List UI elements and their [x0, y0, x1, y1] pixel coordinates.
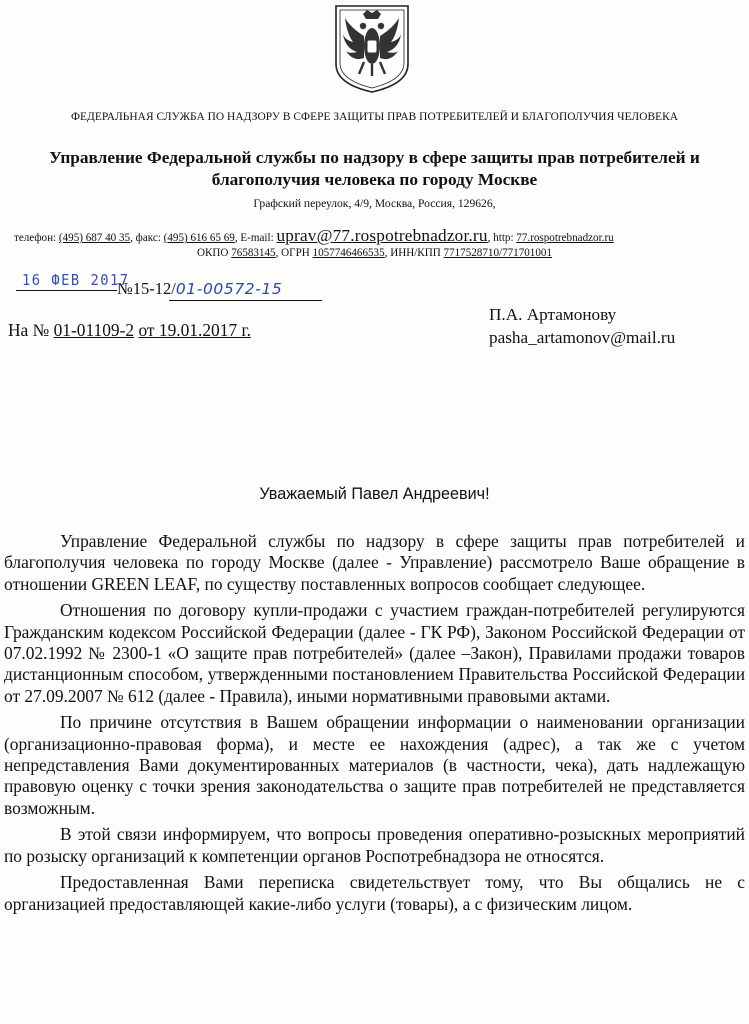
date-underline — [16, 290, 117, 291]
body-paragraph: В этой связи информируем, что вопросы проведения оперативно-розыскных мероприятий по розыску организаций к компетенции органов Роспотребнадзора не относятся. — [4, 824, 745, 866]
fax-number: (495) 616 65 69 — [163, 232, 235, 244]
inn-value: 7717528710/771701001 — [443, 247, 552, 259]
recipient-name: П.А. Артамонову — [489, 305, 617, 324]
phone-label: телефон: — [14, 232, 57, 244]
reply-prefix: На № — [8, 320, 50, 340]
website-link[interactable]: 77.rospotrebnadzor.ru — [516, 232, 614, 244]
body-paragraph: Предоставленная Вами переписка свидетельствует тому, что Вы общались не с организацией предоставляющей какие-либо услуги (товары), а с физическим лицом. — [4, 872, 745, 914]
department-title: Управление Федеральной службы по надзору в сфере защиты прав потребителей и благополучия человека по городу Москве — [49, 148, 700, 189]
contacts-line: телефон: (495) 687 40 35, факс: (495) 616 65 69, E-mail: uprav@77.rospotrebnadzor.ru, http: 77.rospotrebnadzor.ru — [14, 226, 614, 245]
fax-label: факс: — [135, 232, 161, 244]
body-paragraph: По причине отсутствия в Вашем обращении информации о наименовании организации (организационно-правовая форма), и месте ее нахождения (адрес), а так же с учетом непредставления Вами документированных материалов (в частности, чека), дать надлежащую правовую оценку с точки зрения законодательства о защите прав потребителей не представляется возможным. — [4, 712, 745, 818]
coat-of-arms-emblem — [333, 4, 411, 94]
body-paragraph: Управление Федеральной службы по надзору в сфере защиты прав потребителей и благополучия человека по городу Москве (далее - Управление) рассмотрело Ваше обращение в отношении GREEN LEAF, по существу поставленных вопросов сообщает следующее. — [4, 531, 745, 594]
okpo-value: 76583145 — [231, 247, 276, 259]
reply-date: 19.01.2017 г. — [158, 320, 251, 340]
outgoing-number — [117, 279, 282, 299]
recipient-email: pasha_artamonov@mail.ru — [489, 328, 676, 347]
registration-date-stamp: 16 ФЕВ 2017 — [22, 271, 130, 289]
handwritten-number: 01-00572-15 — [175, 280, 283, 298]
ogrn-value: 1057746466535 — [312, 247, 385, 259]
phone-number: (495) 687 40 35 — [58, 232, 131, 244]
reply-reference — [8, 320, 251, 341]
recipient-block — [489, 303, 675, 349]
number-underline — [169, 300, 322, 301]
http-label: http: — [493, 232, 514, 244]
agency-email-link[interactable]: uprav@77.rospotrebnadzor.ru — [276, 226, 488, 245]
inn-label: ИНН/КПП — [390, 247, 441, 259]
reply-number: 01-01109-2 — [53, 320, 135, 340]
okpo-label: ОКПО — [197, 247, 229, 259]
address-line: Графский переулок, 4/9, Москва, Россия, 129626, — [253, 197, 496, 210]
body-paragraph: Отношения по договору купли-продажи с участием граждан-потребителей регулируются Гражданским кодексом Российской Федерации (далее - ГК РФ), Законом Российской Федерации от 07.02.1992 № 2300-1 «О защите прав потребителей» (далее –Закон), Правилами продажи товаров дистанционным способом, утвержденными постановлением Правительства Российской Федерации от 27.09.2007 № 612 (далее - Правила), иными нормативными правовыми актами. — [4, 600, 745, 706]
registry-codes-line: ОКПО 76583145, ОГРН 1057746466535, ИНН/КПП 7717528710/771701001 — [197, 247, 552, 259]
greeting: Уважаемый Павел Андреевич! — [259, 485, 490, 503]
email-label: E-mail: — [240, 232, 274, 244]
ogrn-label: ОГРН — [281, 247, 310, 259]
reply-date-prefix: от — [138, 320, 155, 340]
outgoing-number-prefix: №15-12/ — [117, 279, 176, 298]
letter-body — [4, 531, 745, 920]
agency-caps-title: ФЕДЕРАЛЬНАЯ СЛУЖБА ПО НАДЗОРУ В СФЕРЕ ЗАЩИТЫ ПРАВ ПОТРЕБИТЕЛЕЙ И БЛАГОПОЛУЧИЯ ЧЕЛОВЕКА — [70, 111, 679, 123]
